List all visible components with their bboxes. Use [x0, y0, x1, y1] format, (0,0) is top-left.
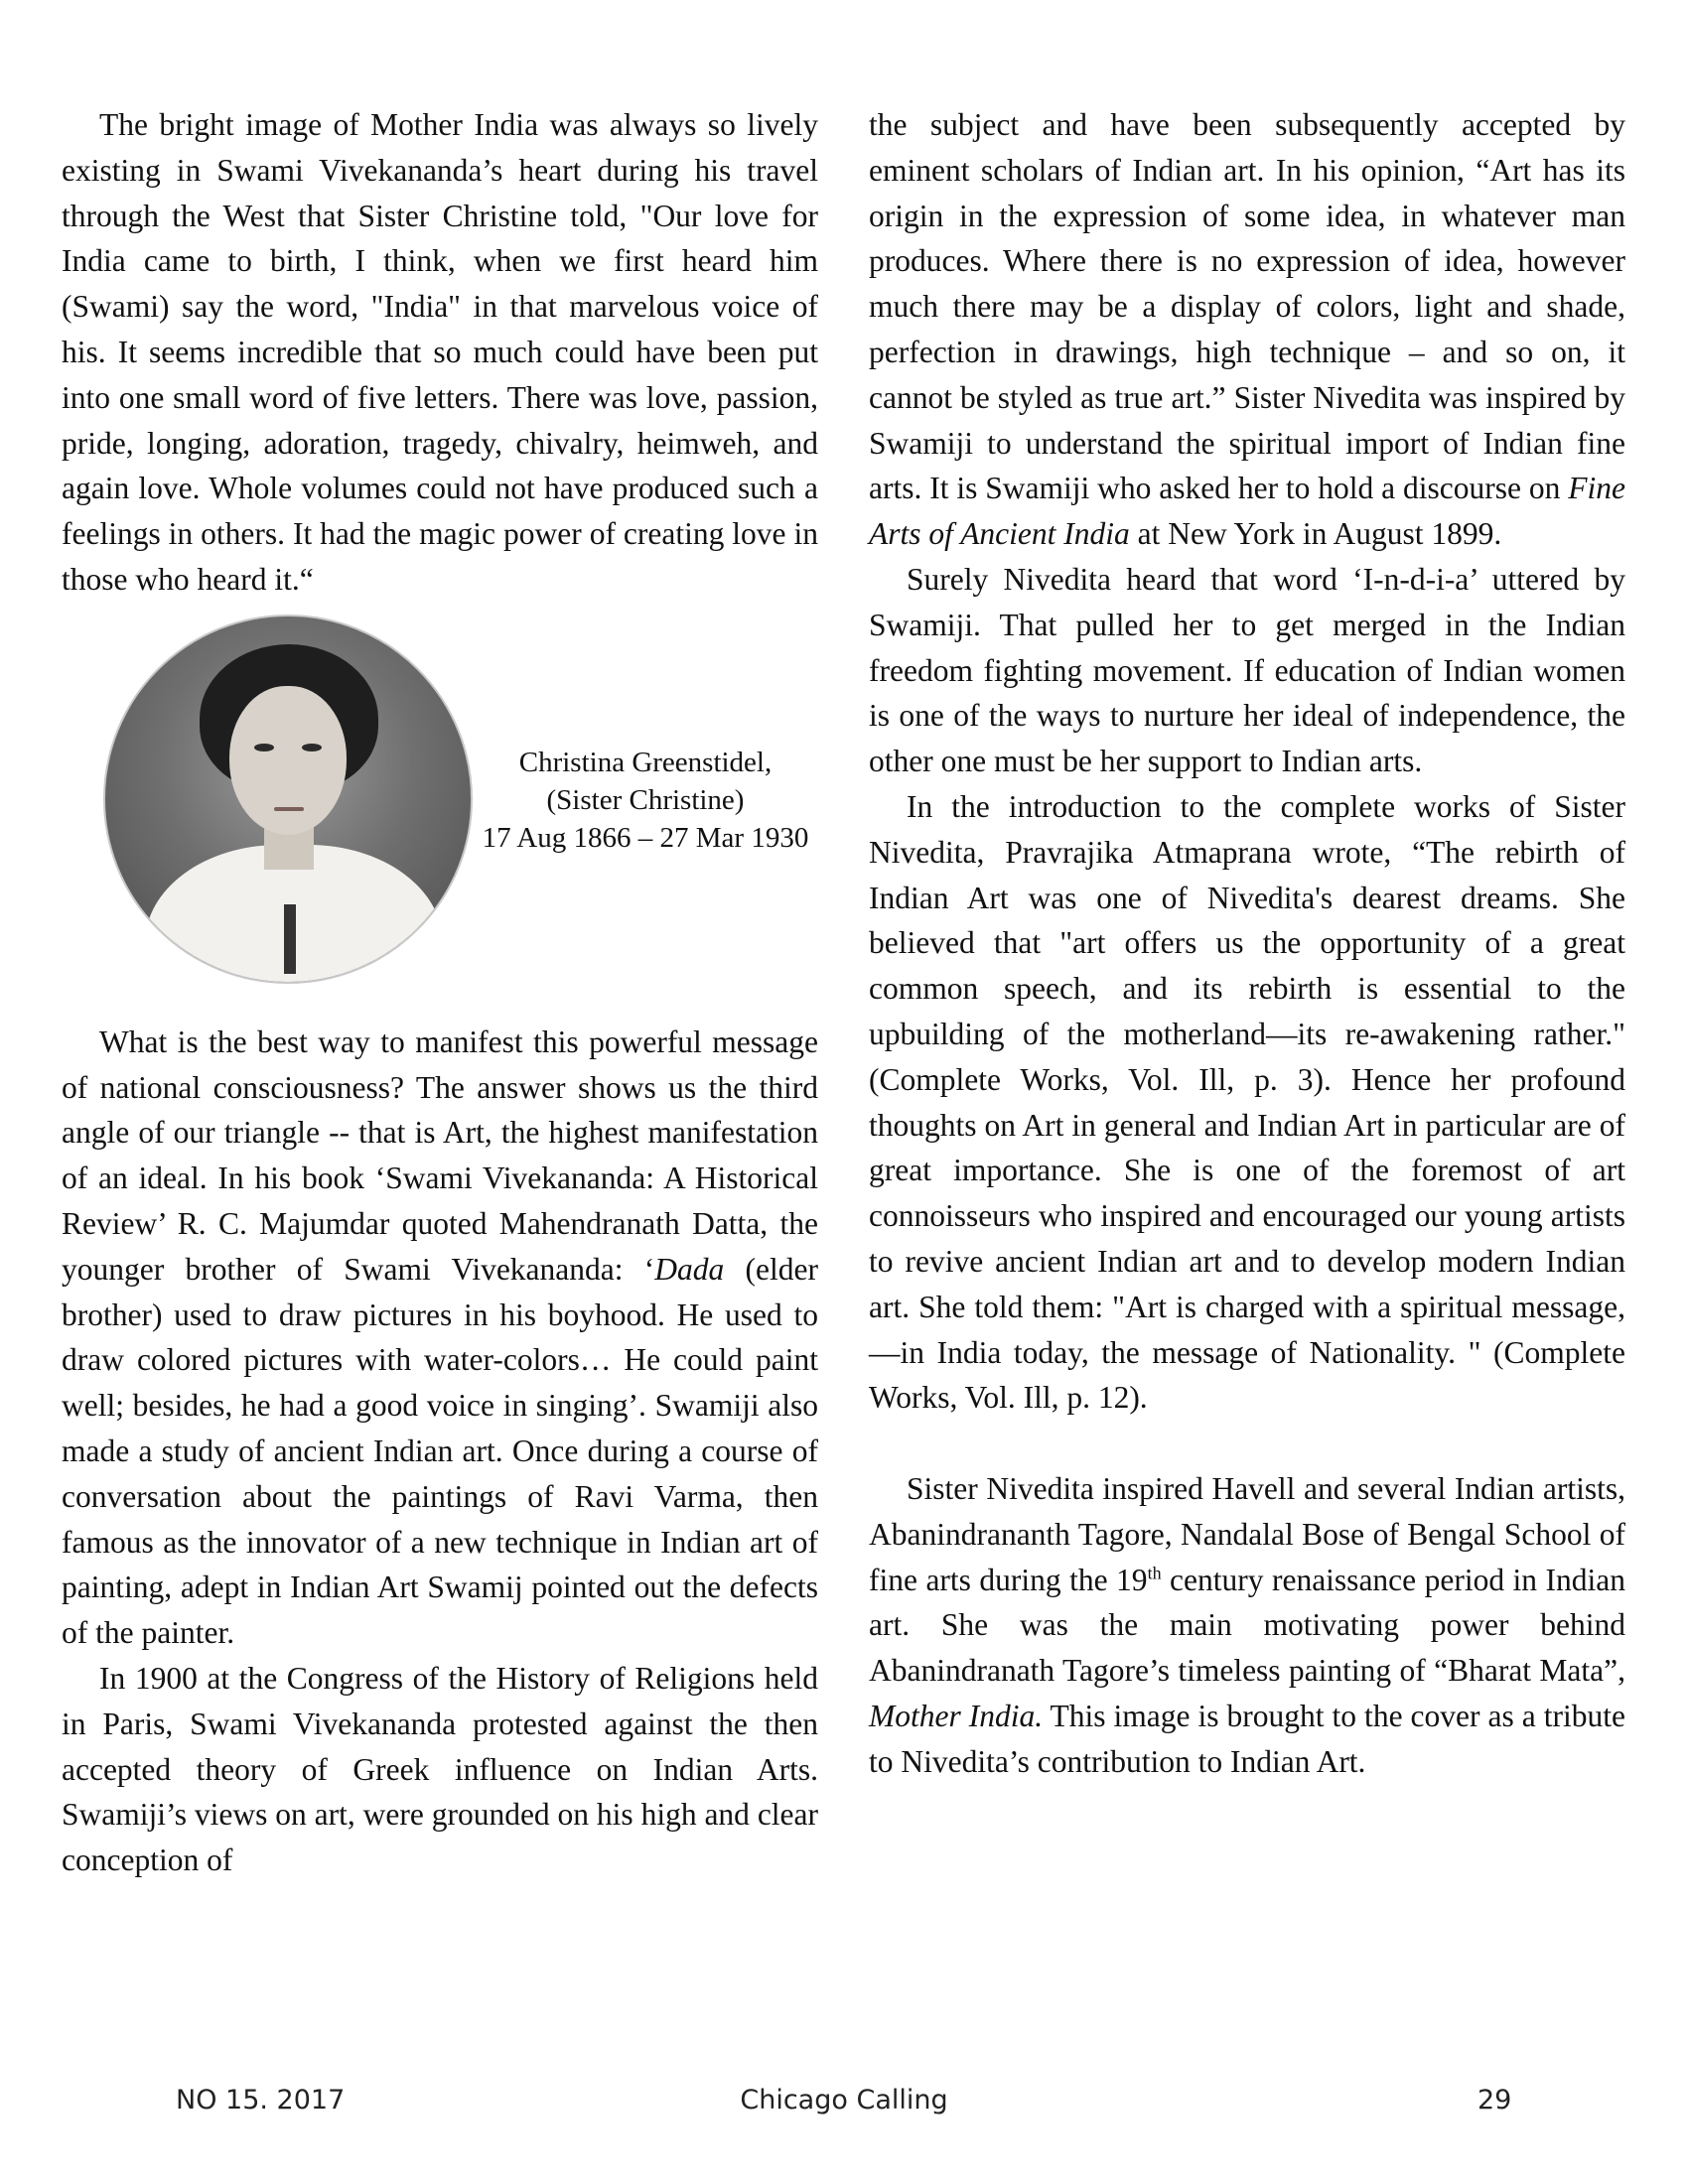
footer-publication: Chicago Calling: [740, 2085, 948, 2116]
caption-name: Christina Greenstidel,: [518, 746, 773, 778]
footer-issue: NO 15. 2017: [176, 2085, 346, 2116]
footer-page-number: 29: [1477, 2085, 1512, 2116]
portrait-photo: [103, 614, 473, 984]
paragraph-art-opinion: the subject and have been subsequently accepted by eminent scholars of Indian art. In his opinion, “Art has its origin in the expression of some idea, in whatever man produces. Where there is no expression of idea, however much there may be a display of colors, light and shade, perfection in drawings, high technique – and so on, it cannot be styled as true art.” Sister Nivedita was inspired by Swamiji to understand the spiritual import of Indian fine arts. It is Swamiji who asked her to hold a discourse on Fine Arts of Ancient India at New York in August 1899.: [869, 107, 1625, 552]
right-column: [869, 102, 1625, 1784]
caption-dates: 17 Aug 1866 – 27 Mar 1930: [482, 821, 809, 854]
paragraph-complete-works: In the introduction to the complete works of Sister Nivedita, Pravrajika Atmaprana wrote, “The rebirth of Indian Art was one of Nivedita's dearest dreams. She believed that "art offers us the opportunity of a great common speech, and its rebirth is essential to the upbuilding of the motherland—its re-awakening rather." (Complete Works, Vol. Ill, p. 3). Hence her profound thoughts on Art in general and Indian Art in particular are of great importance. She is one of the foremost of art connoisseurs who inspired and encouraged our young artists to revive ancient Indian art and to develop modern Indian art. She told them: "Art is charged with a spiritual message,—in India today, the message of Nationality. " (Complete Works, Vol. Ill, p. 12).: [869, 788, 1625, 1416]
paragraph-nivedita-india: Surely Nivedita heard that word ‘I-n-d-i-a’ uttered by Swamiji. That pulled her to get merged in the Indian freedom fighting movement. If education of Indian women is one of the ways to nurture her ideal of independence, the other one must be her support to Indian arts.: [869, 561, 1625, 779]
figure-caption: [469, 744, 822, 857]
figure-sister-christine: [62, 614, 818, 1000]
paragraph-art-manifestation: What is the best way to manifest this powerful message of national consciousness? The answer shows us the third angle of our triangle -- that is Art, the highest manifestation of an ideal. In his book ‘Swami Vivekananda: A Historical Review’ R. C. Majumdar quoted Mahendranath Datta, the younger brother of Swami Vivekananda: ‘Dada (elder brother) used to draw pictures in his boyhood. He used to draw colored pictures with water-colors… He could paint well; besides, he had a good voice in singing’. Swamiji also made a study of ancient Indian art. Once during a course of conversation about the paintings of Ravi Varma, then famous as the innovator of a new technique in Indian art of painting, adept in Indian Art Swamij pointed out the defects of the painter.: [62, 1024, 818, 1651]
paragraph-intro: The bright image of Mother India was always so lively existing in Swami Vivekananda’s heart during his travel through the West that Sister Christine told, "Our love for India came to birth, I think, when we first heard him (Swami) say the word, "India" in that marvelous voice of his. It seems incredible that so much could have been put into one small word of five letters. There was love, passion, pride, longing, adoration, tragedy, chivalry, heimweh, and again love. Whole volumes could not have produced such a feelings in others. It had the magic power of creating love in those who heard it.“: [62, 107, 818, 597]
paragraph-havell-tagore: Sister Nivedita inspired Havell and several Indian artists, Abanindrananth Tagore, Nandalal Bose of Bengal School of fine arts during the 19th century renaissance period in Indian art. She was the main motivating power behind Abanindranath Tagore’s timeless painting of “Bharat Mata”, Mother India. This image is brought to the cover as a tribute to Nivedita’s contribution to Indian Art.: [869, 1470, 1625, 1779]
left-column: [62, 102, 818, 1883]
caption-alias: (Sister Christine): [546, 783, 745, 816]
paragraph-congress-1900: In 1900 at the Congress of the History of Religions held in Paris, Swami Vivekananda protested against the then accepted theory of Greek influence on Indian Arts. Swamiji’s views on art, were grounded on his high and clear conception of: [62, 1660, 818, 1878]
